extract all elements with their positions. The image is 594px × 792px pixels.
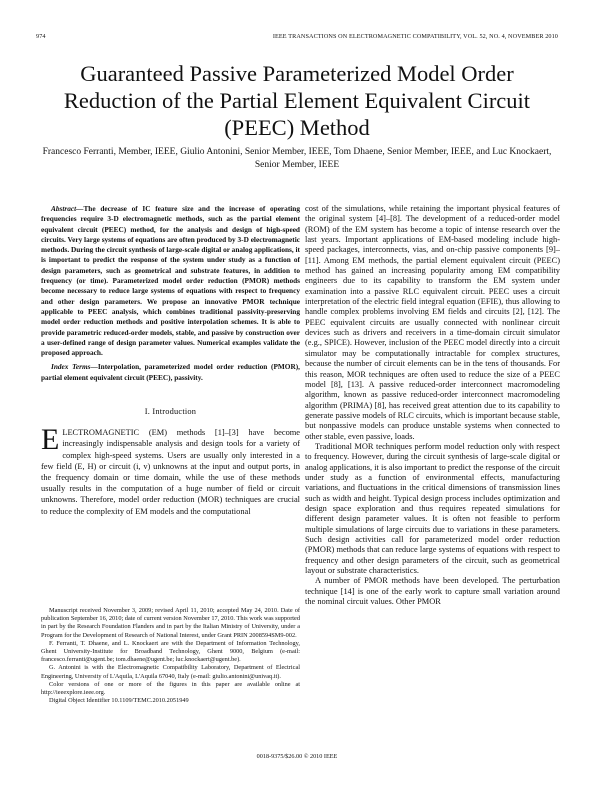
page-number: 974 <box>36 33 46 40</box>
body-paragraph: Traditional MOR techniques perform model reduction only with respect to frequency. However, during the circuit synthesis of large-scale digital or analog applications, it is also important to predict the response of the circuit under study as a function of environmental effects, manufacturing variations, and fluctuations in the critical dimensions of transmission lines such as width and height. Typical design process includes optimization and design space exploration and thus requires repeated simulations for different design parameter values. It is often not feasible to perform multiple simulations of large circuits due to variations in these parameters. Such design activities call for parameterized model order reduction (PMOR) methods that can reduce large systems of equations with respect to frequency and other design parameters of the circuit, such as geometrical layout or substrate characteristics. <box>305 441 560 576</box>
abstract-text: The decrease of IC feature size and the increase of operating frequencies require 3-D electromagnetic methods, such as the partial element equivalent circuit (PEEC) method, for the analysis and design of high-speed circuits. Very large systems of equations are often produced by 3-D electromagnetic methods. During the circuit synthesis of large-scale digital or analog applications, it is important to predict the response of the system under study as a function of design parameters, such as geometrical and substrate features, in addition to frequency (or time). Parameterized model order reduction (PMOR) methods become necessary to reduce large systems of equations with respect to frequency and other design parameters. We propose an innovative PMOR technique applicable to PEEC analysis, which combines traditional passivity-preserving model order reduction methods and positive interpolation schemes. It is able to provide parametric reduced-order models, stable, and passive by construction over a user-defined range of design parameter values. Numerical examples validate the proposed approach. <box>41 204 300 358</box>
intro-left <box>41 423 300 517</box>
section-heading-introduction: I. Introduction <box>144 407 197 417</box>
index-terms-text: Interpolation, parameterized model order reduction (PMOR), partial element equivalent circuit (PEEC), passivity. <box>41 362 301 382</box>
body-paragraph: cost of the simulations, while retaining the important physical features of the original system [4]–[8]. The development of a reduced-order model (ROM) of the EM system has become a topic of intense research over the last years. Important applications of EM-based modeling include high-speed packages, interconnects, vias, and on-chip passive components [9]–[11]. Among EM methods, the partial element equivalent circuit (PEEC) method has gained an increasing popularity among EM compatibility engineers due to its capability to transform the EM system under examination into a passive RLC equivalent circuit. PEEC uses a circuit interpretation of the electric field integral equation (EFIE), thus allowing to handle complex problems involving EM fields and circuits [2], [12]. The PEEC equivalent circuits are usually connected with nonlinear circuit devices such as drivers and receivers in a time-domain circuit simulator (e.g., SPICE). However, inclusion of the PEEC model directly into a circuit simulator may be computationally intractable for complex structures, because the number of circuit elements can be in the tens of thousands. For this reason, MOR techniques are often used to reduce the size of a PEEC model [8], [13]. A passive reduced-order interconnect macromodeling algorithm, known as passive reduced-order interconnect macromodeling algorithm (PRIMA) [8], has received great attention due to its capability to generate passive models of RLC circuits, which is important because stable, but nonpassive models can produce unstable systems when connected to other stable, even passive, loads. <box>305 204 560 441</box>
drop-cap: E <box>41 423 60 457</box>
abstract-label: Abstract— <box>51 204 84 213</box>
journal-header: IEEE TRANSACTIONS ON ELECTROMAGNETIC COMPATIBILITY, VOL. 52, NO. 4, NOVEMBER 2010 <box>272 33 558 40</box>
footnote-item: F. Ferranti, T. Dhaene, and L. Knockaert are with the Department of Information Technology, Ghent University-Institute for Broadband Technology, Ghent 9000, Belgium (e-mail: francesco.ferranti@ugent.be; tom.dhaene@ugent.be; luc.knockaert@ugent.be). <box>41 639 300 664</box>
left-column <box>41 204 300 517</box>
footnotes <box>41 607 300 705</box>
abstract <box>41 204 300 358</box>
copyright-line: 0018-9375/$26.00 © 2010 IEEE <box>256 753 338 760</box>
author-list: Francesco Ferranti, Member, IEEE, Giulio Antonini, Senior Member, IEEE, Tom Dhaene, Senior Member, IEEE, and Luc Knockaert, Senior Member, IEEE <box>42 147 552 170</box>
index-terms <box>41 362 300 383</box>
footnote-item: Manuscript received November 3, 2009; revised April 11, 2010; accepted May 24, 2010. Date of publication September 16, 2010; date of current version November 17, 2010. This work was supported in part by the Research Foundation Flanders and in part by the Italian Ministry of University, under a Program for the Development of Research of National Interest, under Grant PRIN 2008594SM9-002. <box>41 607 300 639</box>
footnote-item: Digital Object Identifier 10.1109/TEMC.2010.2051949 <box>49 697 189 705</box>
paper-title: Guaranteed Passive Parameterized Model Order Reduction of the Partial Element Equivalent Circuit (PEEC) Method <box>63 61 531 140</box>
right-column <box>305 204 560 607</box>
body-paragraph: A number of PMOR methods have been developed. The perturbation technique [14] is one of the early work to capture small variation around the nominal circuit values. Other PMOR <box>305 576 560 607</box>
footnote-item: G. Antonini is with the Electromagnetic Compatibility Laboratory, Department of Electrical Engineering, University of L'Aquila, L'Aquila 67040, Italy (e-mail: giulio.antonini@univaq.it). <box>41 664 300 680</box>
index-terms-label: Index Terms— <box>51 362 98 372</box>
footnote-item: Color versions of one or more of the figures in this paper are available online at http://ieeexplore.ieee.org. <box>41 680 300 697</box>
intro-left-text: LECTROMAGNETIC (EM) methods [1]–[3] have become increasingly indispensable analysis and design tools for a variety of complex high-speed systems. Users are usually only interested in a few field (E, H) or circuit (i, v) unknowns at the input and output ports, in the frequency domain or time domain, while the use of these methods usually results in the computation of a huge number of field or circuit unknowns. Therefore, model order reduction (MOR) techniques are crucial to reduce the complexity of EM models and the computational <box>41 428 300 516</box>
